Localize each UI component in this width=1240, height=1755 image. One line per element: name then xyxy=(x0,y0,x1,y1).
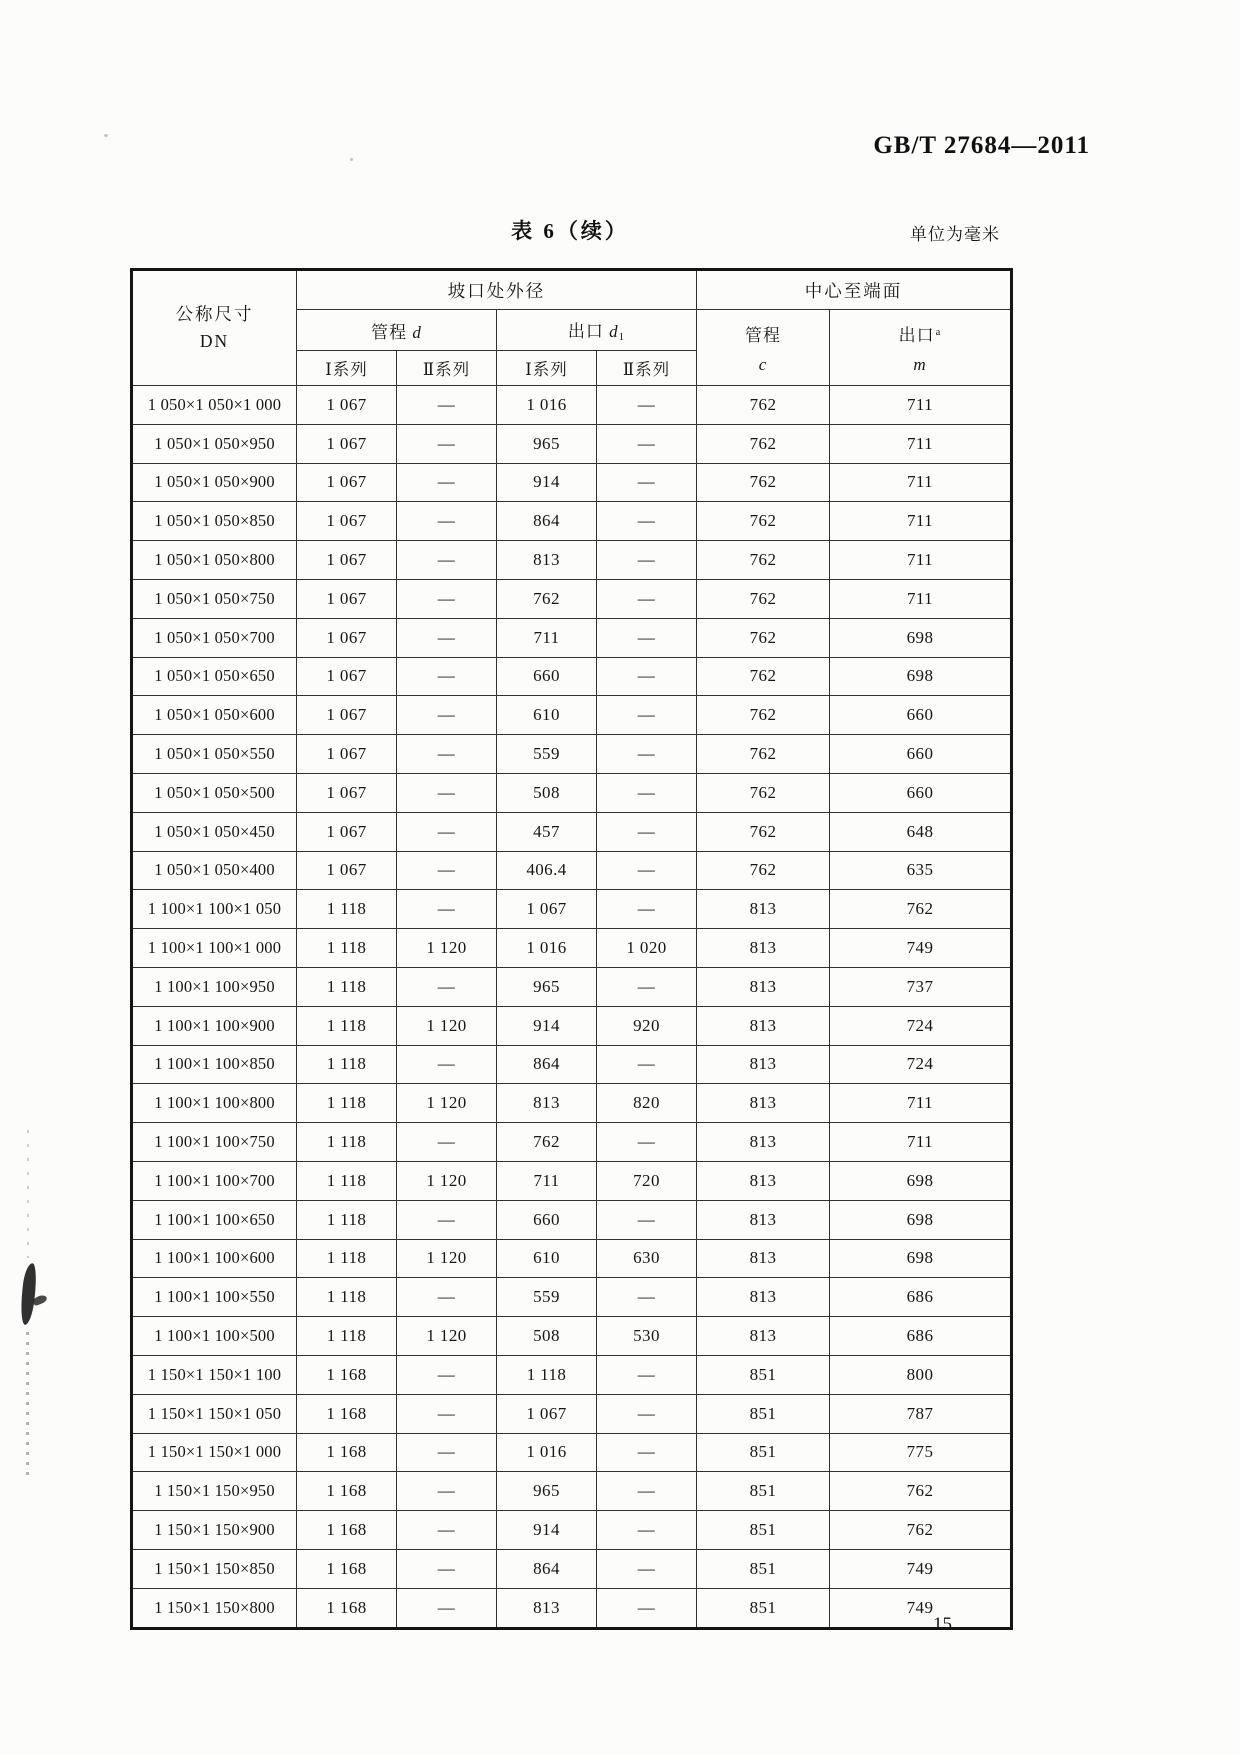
ink-trail-artifact xyxy=(26,1332,29,1482)
nominal-size-dn: 1 050×1 050×950 xyxy=(132,424,297,463)
table-row xyxy=(132,1317,1012,1356)
pipe-d-series1: 1 118 xyxy=(297,1200,397,1239)
pipe-d-series2: — xyxy=(397,618,497,657)
header-dn-label: DN xyxy=(199,331,230,351)
center-outlet-m: 724 xyxy=(830,1045,1012,1084)
nominal-size-dn: 1 100×1 100×1 000 xyxy=(132,929,297,968)
outlet-d1-series2: — xyxy=(597,579,697,618)
pipe-d-series1: 1 067 xyxy=(297,657,397,696)
pipe-d-series2: — xyxy=(397,1123,497,1162)
table-row xyxy=(132,1278,1012,1317)
nominal-size-dn: 1 050×1 050×600 xyxy=(132,696,297,735)
header-pipe-d-series1: Ⅰ系列 xyxy=(297,351,397,386)
center-pipe-c: 762 xyxy=(697,657,830,696)
outlet-d1-series1: 813 xyxy=(497,1084,597,1123)
header-nominal-size xyxy=(132,270,297,386)
ink-smudge-artifact xyxy=(19,1262,38,1325)
pipe-d-series2: 1 120 xyxy=(397,929,497,968)
center-pipe-c: 762 xyxy=(697,502,830,541)
outlet-d1-series2: — xyxy=(597,1549,697,1588)
table-row xyxy=(132,618,1012,657)
pipe-d-series2: — xyxy=(397,1394,497,1433)
nominal-size-dn: 1 050×1 050×750 xyxy=(132,579,297,618)
center-pipe-c: 851 xyxy=(697,1588,830,1628)
pipe-d-series1: 1 168 xyxy=(297,1355,397,1394)
nominal-size-dn: 1 150×1 150×800 xyxy=(132,1588,297,1628)
center-outlet-m: 762 xyxy=(830,1511,1012,1550)
nominal-size-dn: 1 150×1 150×900 xyxy=(132,1511,297,1550)
center-pipe-c: 762 xyxy=(697,463,830,502)
outlet-d1-series2: 920 xyxy=(597,1006,697,1045)
outlet-d1-series1: 457 xyxy=(497,812,597,851)
nominal-size-dn: 1 100×1 100×750 xyxy=(132,1123,297,1162)
outlet-d1-series1: 965 xyxy=(497,1472,597,1511)
nominal-size-dn: 1 050×1 050×700 xyxy=(132,618,297,657)
nominal-size-dn: 1 100×1 100×650 xyxy=(132,1200,297,1239)
pipe-d-series1: 1 118 xyxy=(297,1045,397,1084)
nominal-size-dn: 1 100×1 100×550 xyxy=(132,1278,297,1317)
outlet-d1-series1: 406.4 xyxy=(497,851,597,890)
scan-speck xyxy=(104,134,108,137)
center-pipe-c: 851 xyxy=(697,1511,830,1550)
center-pipe-c: 762 xyxy=(697,773,830,812)
outlet-d1-series1: 711 xyxy=(497,1161,597,1200)
pipe-d-series2: — xyxy=(397,967,497,1006)
center-pipe-c: 762 xyxy=(697,579,830,618)
center-outlet-m: 698 xyxy=(830,1200,1012,1239)
center-pipe-c: 851 xyxy=(697,1394,830,1433)
pipe-d-series2: — xyxy=(397,773,497,812)
pipe-d-series2: 1 120 xyxy=(397,1084,497,1123)
var-c: c xyxy=(758,354,768,374)
pipe-d-series1: 1 067 xyxy=(297,502,397,541)
table-row xyxy=(132,1006,1012,1045)
outlet-d1-series2: 530 xyxy=(597,1317,697,1356)
outlet-d1-series1: 864 xyxy=(497,502,597,541)
nominal-size-dn: 1 050×1 050×900 xyxy=(132,463,297,502)
nominal-size-dn: 1 100×1 100×700 xyxy=(132,1161,297,1200)
center-pipe-c: 851 xyxy=(697,1549,830,1588)
var-d: d xyxy=(412,322,422,342)
center-pipe-c: 762 xyxy=(697,386,830,425)
center-outlet-m: 686 xyxy=(830,1317,1012,1356)
nominal-size-dn: 1 050×1 050×1 000 xyxy=(132,386,297,425)
outlet-d1-series1: 1 016 xyxy=(497,386,597,425)
standard-code: GB/T 27684—2011 xyxy=(873,132,1090,159)
pipe-d-series2: — xyxy=(397,890,497,929)
outlet-d1-series2: — xyxy=(597,541,697,580)
center-pipe-c: 813 xyxy=(697,1239,830,1278)
ink-trail-artifact xyxy=(27,1130,29,1258)
nominal-size-dn: 1 150×1 150×1 050 xyxy=(132,1394,297,1433)
outlet-d1-series2: — xyxy=(597,463,697,502)
outlet-d1-series2: — xyxy=(597,618,697,657)
nominal-size-dn: 1 100×1 100×850 xyxy=(132,1045,297,1084)
pipe-d-series2: — xyxy=(397,1278,497,1317)
table-row xyxy=(132,967,1012,1006)
pipe-d-series2: — xyxy=(397,1511,497,1550)
center-outlet-m: 711 xyxy=(830,1084,1012,1123)
scan-speck xyxy=(350,158,353,161)
footnote-marker-a: a xyxy=(935,326,942,338)
nominal-size-dn: 1 100×1 100×900 xyxy=(132,1006,297,1045)
center-pipe-c: 762 xyxy=(697,424,830,463)
nominal-size-dn: 1 150×1 150×1 000 xyxy=(132,1433,297,1472)
pipe-d-series1: 1 168 xyxy=(297,1511,397,1550)
center-pipe-c: 762 xyxy=(697,541,830,580)
table-row xyxy=(132,657,1012,696)
header-center-outlet-m: 出口$^a$ m xyxy=(830,310,1012,386)
center-outlet-m: 698 xyxy=(830,657,1012,696)
nominal-size-dn: 1 050×1 050×800 xyxy=(132,541,297,580)
center-pipe-c: 813 xyxy=(697,1200,830,1239)
pipe-d-series1: 1 067 xyxy=(297,386,397,425)
nominal-size-dn: 1 050×1 050×500 xyxy=(132,773,297,812)
center-pipe-c: 813 xyxy=(697,1278,830,1317)
center-outlet-m: 711 xyxy=(830,463,1012,502)
pipe-d-series1: 1 118 xyxy=(297,1317,397,1356)
pipe-d-series2: 1 120 xyxy=(397,1317,497,1356)
header-outlet-d1-series2: Ⅱ系列 xyxy=(597,351,697,386)
center-outlet-m: 711 xyxy=(830,541,1012,580)
pipe-d-series1: 1 118 xyxy=(297,929,397,968)
outlet-d1-series1: 813 xyxy=(497,541,597,580)
nominal-size-dn: 1 100×1 100×1 050 xyxy=(132,890,297,929)
center-pipe-c: 762 xyxy=(697,812,830,851)
center-pipe-c: 813 xyxy=(697,1123,830,1162)
center-pipe-c: 762 xyxy=(697,735,830,774)
center-pipe-c: 762 xyxy=(697,696,830,735)
outlet-d1-series2: — xyxy=(597,1433,697,1472)
pipe-d-series1: 1 118 xyxy=(297,1123,397,1162)
outlet-d1-series1: 965 xyxy=(497,424,597,463)
outlet-d1-series1: 864 xyxy=(497,1549,597,1588)
outlet-d1-series1: 711 xyxy=(497,618,597,657)
pipe-d-series2: — xyxy=(397,696,497,735)
pipe-d-series2: 1 120 xyxy=(397,1161,497,1200)
center-pipe-c: 851 xyxy=(697,1472,830,1511)
outlet-d1-series2: — xyxy=(597,851,697,890)
table-row xyxy=(132,890,1012,929)
center-outlet-m: 737 xyxy=(830,967,1012,1006)
page-number: 15 xyxy=(933,1614,952,1635)
outlet-d1-series2: — xyxy=(597,424,697,463)
table-row xyxy=(132,773,1012,812)
header-row-groups xyxy=(132,270,1012,310)
center-outlet-m: 749 xyxy=(830,1549,1012,1588)
center-outlet-m: 749 xyxy=(830,1588,1012,1628)
pipe-d-series1: 1 067 xyxy=(297,579,397,618)
pipe-d-series2: — xyxy=(397,541,497,580)
pipe-d-series2: — xyxy=(397,1045,497,1084)
pipe-d-series1: 1 067 xyxy=(297,424,397,463)
center-outlet-m: 749 xyxy=(830,929,1012,968)
center-pipe-c: 813 xyxy=(697,1045,830,1084)
nominal-size-dn: 1 100×1 100×800 xyxy=(132,1084,297,1123)
center-pipe-c: 851 xyxy=(697,1433,830,1472)
outlet-d1-series1: 1 016 xyxy=(497,1433,597,1472)
pipe-d-series1: 1 168 xyxy=(297,1549,397,1588)
table-row xyxy=(132,541,1012,580)
pipe-d-series1: 1 168 xyxy=(297,1588,397,1628)
outlet-d1-series2: — xyxy=(597,657,697,696)
pipe-d-series2: 1 120 xyxy=(397,1006,497,1045)
nominal-size-dn: 1 150×1 150×1 100 xyxy=(132,1355,297,1394)
pipe-d-series2: — xyxy=(397,386,497,425)
table-row xyxy=(132,1511,1012,1550)
outlet-d1-series1: 1 067 xyxy=(497,890,597,929)
pipe-d-series2: — xyxy=(397,463,497,502)
header-center-to-end-face: 中心至端面 xyxy=(697,270,1012,310)
header-bevel-outer-diameter: 坡口处外径 xyxy=(297,270,697,310)
unit-note: 单位为毫米 xyxy=(910,225,1000,244)
outlet-d1-series2: — xyxy=(597,1394,697,1433)
center-pipe-c: 813 xyxy=(697,1084,830,1123)
center-outlet-m: 698 xyxy=(830,618,1012,657)
table-row xyxy=(132,1123,1012,1162)
var-m: m xyxy=(913,354,927,374)
pipe-d-series1: 1 118 xyxy=(297,967,397,1006)
nominal-size-dn: 1 050×1 050×850 xyxy=(132,502,297,541)
header-outlet-d1: 出口 $d_1$ xyxy=(497,310,697,351)
nominal-size-dn: 1 150×1 150×950 xyxy=(132,1472,297,1511)
outlet-d1-series2: — xyxy=(597,812,697,851)
table-row xyxy=(132,579,1012,618)
center-outlet-m: 711 xyxy=(830,424,1012,463)
pipe-d-series2: — xyxy=(397,1549,497,1588)
center-outlet-m: 635 xyxy=(830,851,1012,890)
table-row xyxy=(132,1045,1012,1084)
table-row xyxy=(132,1239,1012,1278)
outlet-d1-series1: 1 067 xyxy=(497,1394,597,1433)
outlet-d1-series1: 559 xyxy=(497,1278,597,1317)
center-pipe-c: 813 xyxy=(697,1161,830,1200)
pipe-d-series2: — xyxy=(397,579,497,618)
outlet-d1-series2: — xyxy=(597,890,697,929)
header-nominal-size-label: 公称尺寸 xyxy=(175,304,254,324)
table-row xyxy=(132,696,1012,735)
nominal-size-dn: 1 100×1 100×500 xyxy=(132,1317,297,1356)
pipe-d-series1: 1 067 xyxy=(297,735,397,774)
outlet-d1-series1: 762 xyxy=(497,579,597,618)
header-pipe-d-series2: Ⅱ系列 xyxy=(397,351,497,386)
pipe-d-series1: 1 118 xyxy=(297,1084,397,1123)
nominal-size-dn: 1 050×1 050×450 xyxy=(132,812,297,851)
pipe-d-series2: 1 120 xyxy=(397,1239,497,1278)
outlet-d1-series1: 1 118 xyxy=(497,1355,597,1394)
outlet-d1-series2: 820 xyxy=(597,1084,697,1123)
pipe-d-series2: — xyxy=(397,502,497,541)
table-row xyxy=(132,735,1012,774)
outlet-d1-series1: 813 xyxy=(497,1588,597,1628)
table-row xyxy=(132,1161,1012,1200)
center-outlet-m: 711 xyxy=(830,502,1012,541)
outlet-d1-series2: — xyxy=(597,1123,697,1162)
nominal-size-dn: 1 050×1 050×400 xyxy=(132,851,297,890)
nominal-size-dn: 1 150×1 150×850 xyxy=(132,1549,297,1588)
center-outlet-m: 787 xyxy=(830,1394,1012,1433)
table-row xyxy=(132,424,1012,463)
pipe-d-series1: 1 118 xyxy=(297,1239,397,1278)
table-row xyxy=(132,851,1012,890)
center-pipe-c: 762 xyxy=(697,618,830,657)
nominal-size-dn: 1 100×1 100×950 xyxy=(132,967,297,1006)
center-outlet-m: 762 xyxy=(830,890,1012,929)
outlet-d1-series2: — xyxy=(597,696,697,735)
outlet-d1-series2: 720 xyxy=(597,1161,697,1200)
pipe-d-series2: — xyxy=(397,1355,497,1394)
outlet-d1-series2: — xyxy=(597,1045,697,1084)
table-row xyxy=(132,386,1012,425)
center-pipe-c: 851 xyxy=(697,1355,830,1394)
pipe-d-series1: 1 168 xyxy=(297,1394,397,1433)
table-row xyxy=(132,929,1012,968)
nominal-size-dn: 1 050×1 050×550 xyxy=(132,735,297,774)
pipe-d-series1: 1 067 xyxy=(297,463,397,502)
outlet-d1-series1: 508 xyxy=(497,773,597,812)
outlet-d1-series2: — xyxy=(597,773,697,812)
center-outlet-m: 711 xyxy=(830,1123,1012,1162)
center-pipe-c: 813 xyxy=(697,967,830,1006)
outlet-d1-series1: 914 xyxy=(497,1511,597,1550)
header-pipe-d: 管程 d xyxy=(297,310,497,351)
center-outlet-m: 686 xyxy=(830,1278,1012,1317)
outlet-d1-series2: — xyxy=(597,1278,697,1317)
outlet-d1-series2: — xyxy=(597,735,697,774)
pipe-d-series1: 1 067 xyxy=(297,812,397,851)
pipe-d-series2: — xyxy=(397,1200,497,1239)
outlet-d1-series1: 610 xyxy=(497,696,597,735)
outlet-d1-series1: 1 016 xyxy=(497,929,597,968)
outlet-d1-series2: — xyxy=(597,1472,697,1511)
pipe-d-series2: — xyxy=(397,1588,497,1628)
center-outlet-m: 648 xyxy=(830,812,1012,851)
center-outlet-m: 660 xyxy=(830,773,1012,812)
outlet-d1-series1: 914 xyxy=(497,463,597,502)
table-title: 表 6（续） xyxy=(511,219,629,243)
pipe-d-series1: 1 118 xyxy=(297,890,397,929)
outlet-d1-series2: — xyxy=(597,1588,697,1628)
center-outlet-m: 660 xyxy=(830,696,1012,735)
table-row xyxy=(132,1588,1012,1628)
pipe-d-series2: — xyxy=(397,735,497,774)
pipe-d-series2: — xyxy=(397,657,497,696)
center-outlet-m: 775 xyxy=(830,1433,1012,1472)
var-d1: d xyxy=(609,322,619,341)
outlet-d1-series1: 660 xyxy=(497,657,597,696)
table-row xyxy=(132,1549,1012,1588)
table-row xyxy=(132,1084,1012,1123)
center-pipe-c: 813 xyxy=(697,890,830,929)
table-row xyxy=(132,1433,1012,1472)
center-outlet-m: 698 xyxy=(830,1161,1012,1200)
pipe-d-series2: — xyxy=(397,812,497,851)
outlet-d1-series1: 508 xyxy=(497,1317,597,1356)
center-outlet-m: 698 xyxy=(830,1239,1012,1278)
pipe-d-series1: 1 067 xyxy=(297,696,397,735)
outlet-d1-series1: 762 xyxy=(497,1123,597,1162)
outlet-d1-series1: 914 xyxy=(497,1006,597,1045)
center-pipe-c: 762 xyxy=(697,851,830,890)
center-pipe-c: 813 xyxy=(697,1006,830,1045)
header-outlet-d1-series1: Ⅰ系列 xyxy=(497,351,597,386)
table-row xyxy=(132,1394,1012,1433)
center-pipe-c: 813 xyxy=(697,929,830,968)
outlet-d1-series1: 965 xyxy=(497,967,597,1006)
pipe-d-series1: 1 118 xyxy=(297,1161,397,1200)
pipe-d-series1: 1 067 xyxy=(297,851,397,890)
outlet-d1-series2: 630 xyxy=(597,1239,697,1278)
nominal-size-dn: 1 100×1 100×600 xyxy=(132,1239,297,1278)
pipe-d-series1: 1 067 xyxy=(297,773,397,812)
table-row xyxy=(132,1472,1012,1511)
pipe-d-series1: 1 067 xyxy=(297,618,397,657)
table-row xyxy=(132,1355,1012,1394)
outlet-d1-series1: 660 xyxy=(497,1200,597,1239)
pipe-d-series1: 1 118 xyxy=(297,1006,397,1045)
outlet-d1-series2: 1 020 xyxy=(597,929,697,968)
outlet-d1-series2: — xyxy=(597,967,697,1006)
center-outlet-m: 660 xyxy=(830,735,1012,774)
pipe-d-series1: 1 118 xyxy=(297,1278,397,1317)
outlet-d1-series2: — xyxy=(597,1355,697,1394)
pipe-d-series1: 1 067 xyxy=(297,541,397,580)
outlet-d1-series2: — xyxy=(597,502,697,541)
table-row xyxy=(132,463,1012,502)
outlet-d1-series1: 864 xyxy=(497,1045,597,1084)
pipe-d-series2: — xyxy=(397,1472,497,1511)
center-pipe-c: 813 xyxy=(697,1317,830,1356)
center-outlet-m: 762 xyxy=(830,1472,1012,1511)
header-center-pipe-c: 管程 c xyxy=(697,310,830,386)
center-outlet-m: 724 xyxy=(830,1006,1012,1045)
pipe-d-series2: — xyxy=(397,1433,497,1472)
pipe-d-series2: — xyxy=(397,424,497,463)
dimension-table xyxy=(130,268,1013,1630)
center-outlet-m: 711 xyxy=(830,386,1012,425)
table-row xyxy=(132,502,1012,541)
nominal-size-dn: 1 050×1 050×650 xyxy=(132,657,297,696)
center-outlet-m: 711 xyxy=(830,579,1012,618)
outlet-d1-series2: — xyxy=(597,386,697,425)
outlet-d1-series2: — xyxy=(597,1511,697,1550)
outlet-d1-series2: — xyxy=(597,1200,697,1239)
table-row xyxy=(132,812,1012,851)
pipe-d-series1: 1 168 xyxy=(297,1433,397,1472)
outlet-d1-series1: 559 xyxy=(497,735,597,774)
center-outlet-m: 800 xyxy=(830,1355,1012,1394)
outlet-d1-series1: 610 xyxy=(497,1239,597,1278)
pipe-d-series2: — xyxy=(397,851,497,890)
table-row xyxy=(132,1200,1012,1239)
pipe-d-series1: 1 168 xyxy=(297,1472,397,1511)
